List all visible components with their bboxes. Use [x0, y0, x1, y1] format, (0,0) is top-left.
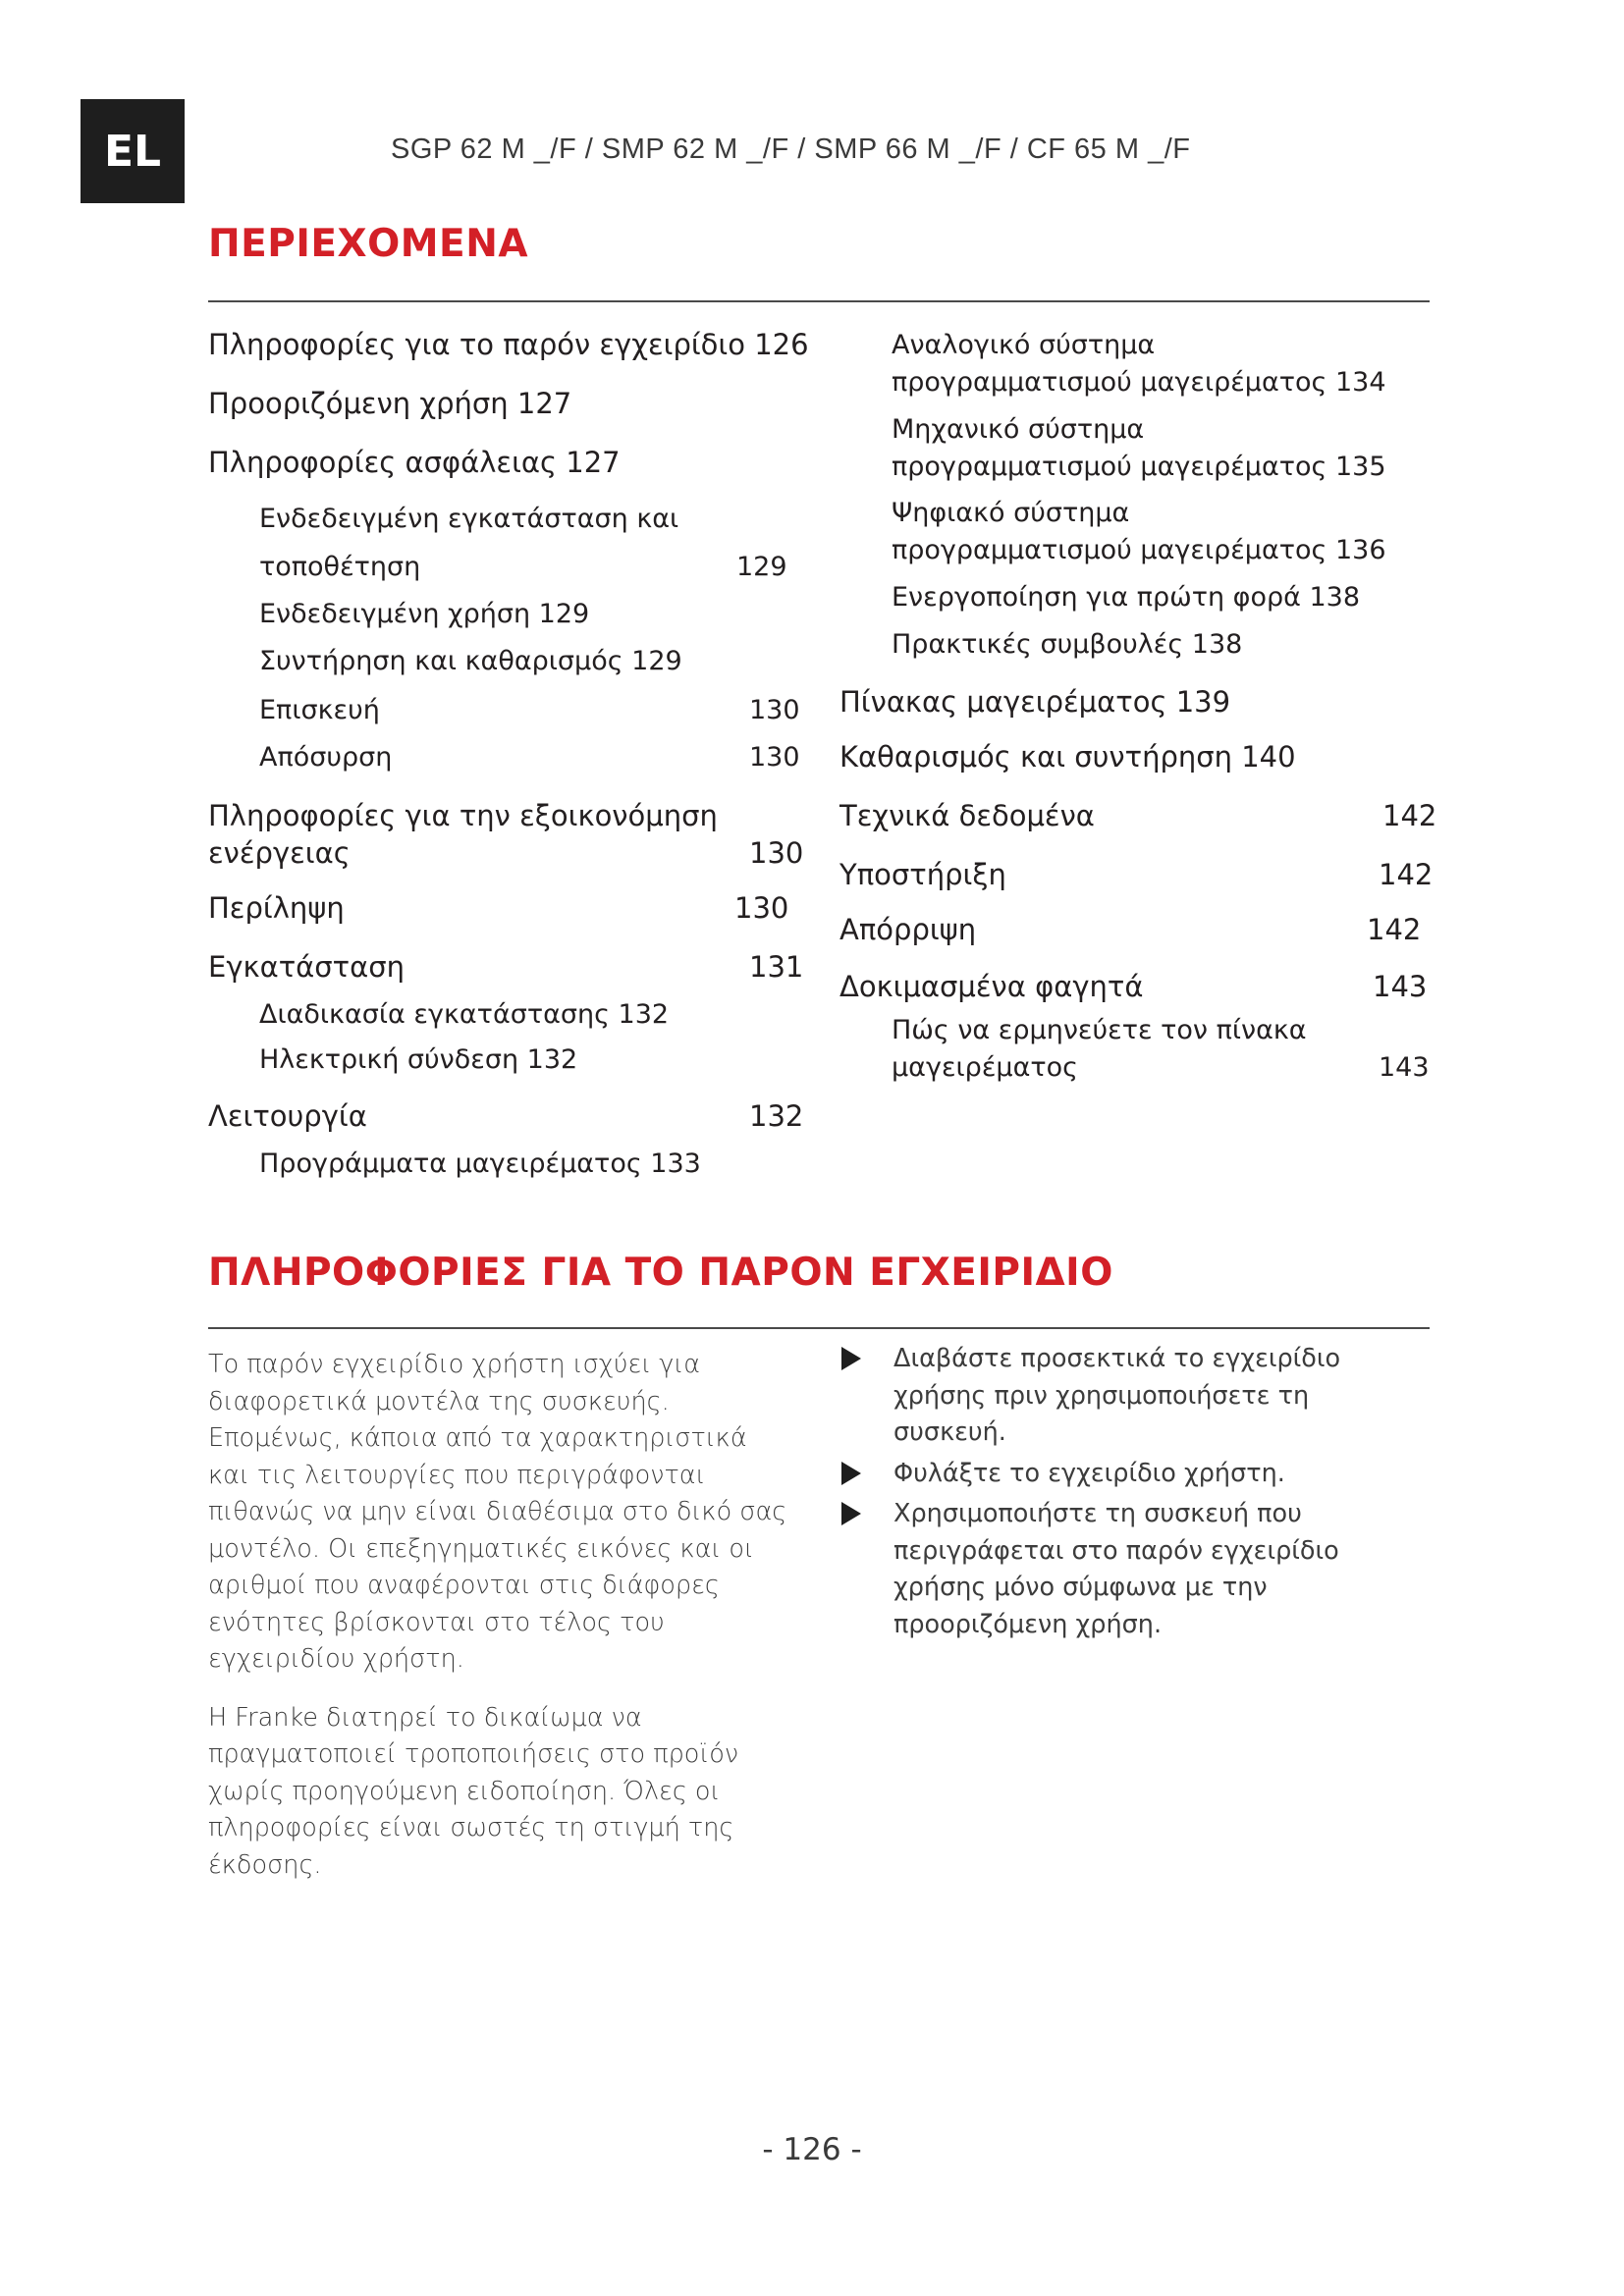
paragraph: Η Franke διατηρεί το δικαίωμα να πραγματοποιεί τροποποιήσεις στο προϊόν χωρίς προηγούμενη ειδοποίηση. Όλες οι πληροφορίες είναι σωστές τη στιγμή της έκδοσης. [208, 1702, 739, 1880]
contents-title: ΠΕΡΙΕΧΟΜΕΝΑ [208, 222, 529, 266]
list-item [839, 1456, 1429, 1493]
manual-info-divider [208, 1327, 1430, 1329]
triangle-bullet-icon [841, 1502, 861, 1525]
toc-entry[interactable]: Πληροφορίες ασφάλειας 127 [208, 446, 621, 479]
toc-entry[interactable]: Δοκιμασμένα φαγητά [839, 970, 1144, 1003]
triangle-bullet-icon [841, 1462, 861, 1485]
toc-page-number: 131 [749, 950, 804, 984]
toc-entry[interactable]: Πληροφορίες για το παρόν εγχειρίδιο 126 [208, 328, 809, 361]
manual-info-title: ΠΛΗΡΟΦΟΡΙΕΣ ΓΙΑ ΤΟ ΠΑΡΟΝ ΕΓΧΕΙΡΙΔΙΟ [208, 1251, 1113, 1295]
toc-entry[interactable]: Προοριζόμενη χρήση 127 [208, 387, 572, 420]
toc-entry[interactable]: Ενδεδειγμένη εγκατάσταση και [259, 504, 679, 534]
toc-entry[interactable]: Περίληψη [208, 891, 345, 925]
toc-entry[interactable]: Υποστήριξη [839, 858, 1006, 891]
toc-page-number: 142 [1382, 799, 1437, 832]
toc-entry[interactable]: Ψηφιακό σύστημα [892, 498, 1130, 528]
toc-entry[interactable]: προγραμματισμού μαγειρέματος 135 [892, 452, 1386, 482]
toc-entry[interactable]: μαγειρέματος [892, 1052, 1079, 1083]
toc-entry[interactable]: Ενδεδειγμένη χρήση 129 [259, 599, 590, 629]
toc-entry[interactable]: Αναλογικό σύστημα [892, 330, 1156, 360]
toc-entry[interactable]: Ηλεκτρική σύνδεση 132 [259, 1044, 578, 1075]
toc-entry[interactable]: τοποθέτηση [259, 552, 421, 582]
toc-page-number: 143 [1373, 970, 1428, 1003]
toc-page-number: 143 [1379, 1052, 1430, 1083]
toc-entry[interactable]: ενέργειας [208, 836, 351, 870]
language-badge: EL [81, 99, 185, 203]
toc-entry[interactable]: Διαδικασία εγκατάστασης 132 [259, 999, 670, 1030]
toc-page-number: 130 [749, 695, 800, 725]
toc-entry[interactable]: Συντήρηση και καθαρισμός 129 [259, 646, 682, 676]
toc-entry[interactable]: προγραμματισμού μαγειρέματος 136 [892, 535, 1386, 565]
list-item [839, 1341, 1429, 1452]
toc-entry[interactable]: Καθαρισμός και συντήρηση 140 [839, 740, 1296, 774]
toc-entry[interactable]: Τεχνικά δεδομένα [839, 799, 1095, 832]
toc-page-number: 132 [749, 1099, 804, 1133]
toc-page-number: 130 [734, 891, 789, 925]
toc-entry[interactable]: Πρακτικές συμβουλές 138 [892, 629, 1243, 660]
toc-entry[interactable]: Ενεργοποίηση για πρώτη φορά 138 [892, 582, 1361, 613]
toc-entry[interactable]: Μηχανικό σύστημα [892, 414, 1145, 445]
toc-page-number: 130 [749, 742, 800, 773]
bullet-text: Φυλάξτε το εγχειρίδιο χρήστη. [893, 1458, 1285, 1488]
toc-entry[interactable]: Λειτουργία [208, 1099, 367, 1133]
toc-page-number: 129 [736, 552, 787, 582]
bullet-text: Διαβάστε προσεκτικά το εγχειρίδιο χρήσης πριν χρησιμοποιήσετε τη συσκευή. [893, 1344, 1341, 1447]
triangle-bullet-icon [841, 1347, 861, 1370]
contents-divider [208, 300, 1430, 302]
manual-info-body [208, 1347, 787, 1905]
paragraph: Το παρόν εγχειρίδιο χρήστη ισχύει για διαφορετικά μοντέλα της συσκευής. Επομένως, κάποια από τα χαρακτηριστικά και τις λειτουργίες που περιγράφονται πιθανώς να μην είναι διαθέσιμα στο δικό σας μοντέλο. Οι επεξηγηματικές εικόνες και οι αριθμοί που αναφέρονται στις διάφορες ενότητες βρίσκονται στο τέλος του εγχειριδίου χρήστη. [208, 1350, 787, 1674]
toc-entry[interactable]: Πώς να ερμηνεύετε τον πίνακα [892, 1015, 1307, 1045]
list-item [839, 1496, 1429, 1643]
toc-entry[interactable]: Πληροφορίες για την εξοικονόμηση [208, 799, 718, 832]
toc-page-number: 142 [1367, 913, 1422, 946]
toc-entry[interactable]: Επισκευή [259, 695, 380, 725]
toc-page-number: 130 [749, 836, 804, 870]
toc-entry[interactable]: Εγκατάσταση [208, 950, 405, 984]
toc-entry[interactable]: προγραμματισμού μαγειρέματος 134 [892, 367, 1386, 398]
toc-entry[interactable]: Απόσυρση [259, 742, 393, 773]
manual-info-bullets [839, 1341, 1429, 1647]
toc-entry[interactable]: Πίνακας μαγειρέματος 139 [839, 685, 1231, 719]
model-list: SGP 62 M _/F / SMP 62 M _/F / SMP 66 M _/F / CF 65 M _/F [391, 133, 1191, 165]
toc-entry[interactable]: Προγράμματα μαγειρέματος 133 [259, 1148, 701, 1179]
toc-page-number: 142 [1379, 858, 1434, 891]
toc-entry[interactable]: Απόρριψη [839, 913, 977, 946]
bullet-text: Χρησιμοποιήστε τη συσκευή που περιγράφεται στο παρόν εγχειρίδιο χρήσης μόνο σύμφωνα με την προοριζόμενη χρήση. [893, 1499, 1339, 1639]
page-number: - 126 - [762, 2132, 862, 2167]
